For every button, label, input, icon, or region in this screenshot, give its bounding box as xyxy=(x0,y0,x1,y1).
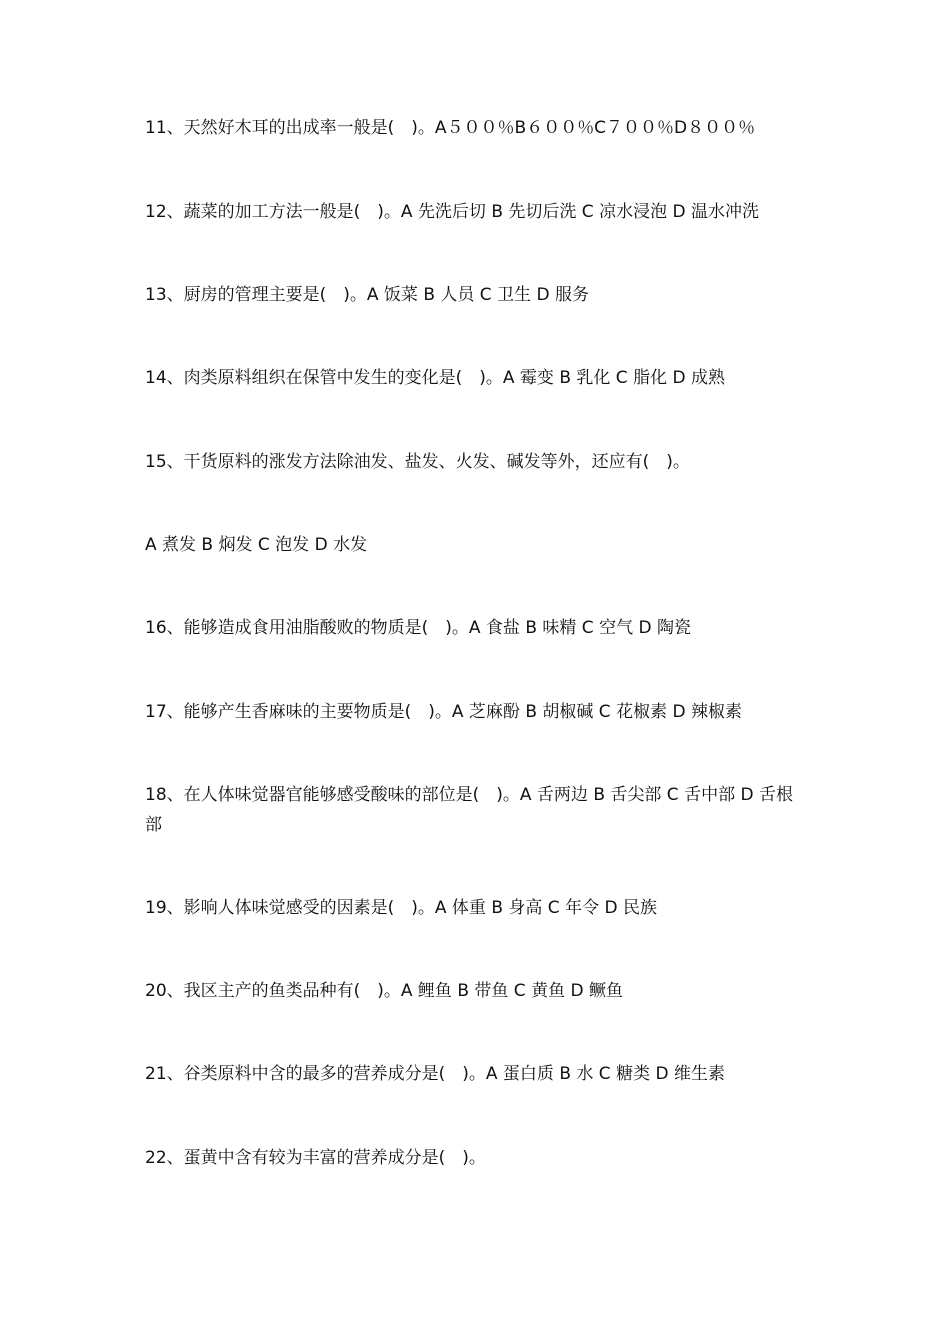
question-15-options: A 煮发 B 焖发 C 泡发 D 水发 xyxy=(145,535,368,555)
question-21: 21、谷类原料中含的最多的营养成分是( )。A 蛋白质 B 水 C 糖类 D 维生素 xyxy=(145,1064,725,1084)
question-14: 14、肉类原料组织在保管中发生的变化是( )。A 霉变 B 乳化 C 脂化 D 成熟 xyxy=(145,368,725,388)
question-16: 16、能够造成食用油脂酸败的物质是( )。A 食盐 B 味精 C 空气 D 陶瓷 xyxy=(145,618,691,638)
question-22: 22、蛋黄中含有较为丰富的营养成分是( )。 xyxy=(145,1148,486,1168)
question-11: 11、天然好木耳的出成率一般是( )。A５００％B６００％C７００％D８００％ xyxy=(145,118,756,138)
question-13: 13、厨房的管理主要是( )。A 饭菜 B 人员 C 卫生 D 服务 xyxy=(145,285,589,305)
question-17: 17、能够产生香麻味的主要物质是( )。A 芝麻酚 B 胡椒碱 C 花椒素 D 辣椒素 xyxy=(145,702,742,722)
question-15: 15、干货原料的涨发方法除油发、盐发、火发、碱发等外，还应有( )。 xyxy=(145,452,690,472)
question-19: 19、影响人体味觉感受的因素是( )。A 体重 B 身高 C 年令 D 民族 xyxy=(145,898,657,918)
question-20: 20、我区主产的鱼类品种有( )。A 鲤鱼 B 带鱼 C 黄鱼 D 鳜鱼 xyxy=(145,981,623,1001)
question-12: 12、蔬菜的加工方法一般是( )。A 先洗后切 B 先切后洗 C 凉水浸泡 D 温水冲洗 xyxy=(145,202,759,222)
question-18: 18、在人体味觉器官能够感受酸味的部位是( )。A 舌两边 B 舌尖部 C 舌中部 D 舌根部 xyxy=(145,785,793,835)
